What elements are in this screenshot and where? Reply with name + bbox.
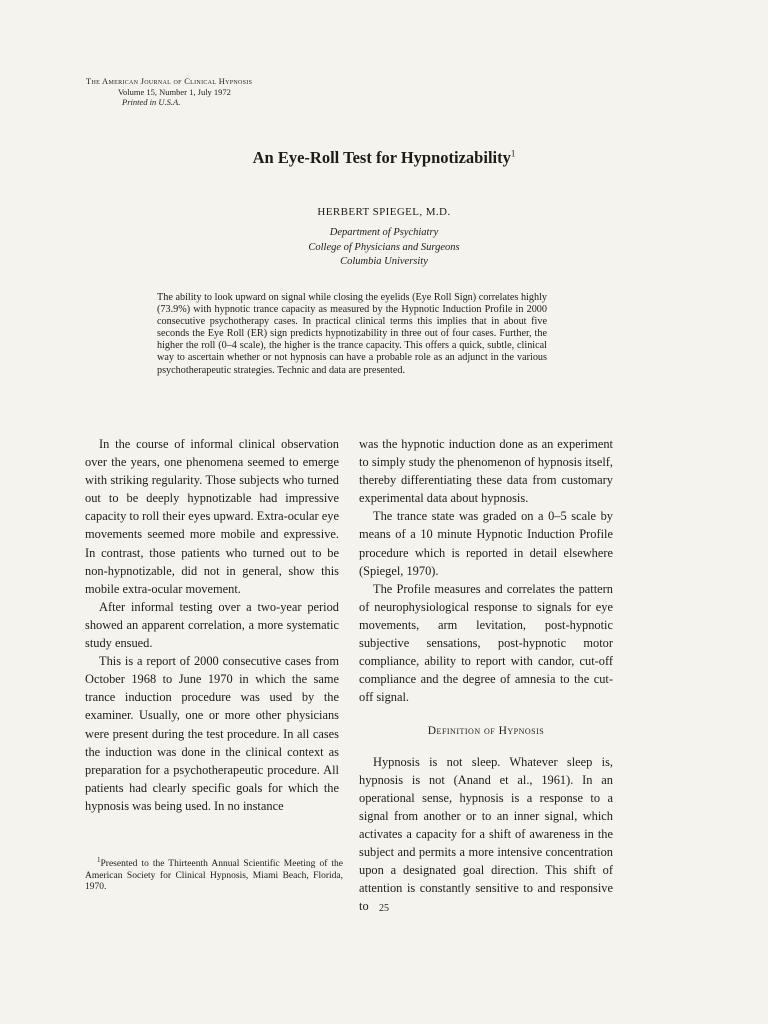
abstract: The ability to look upward on signal while closing the eyelids (Eye Roll Sign) correlates highly (73.9%) with hypnotic trance capacity as measured by the Hypnotic Induction Profile in 2000 consecutive psychotherapy cases. In practical clinical terms this implies that in about five seconds the Eye Roll (ER) sign predicts hypnotizability in three out of four cases. Further, the higher the roll (0–4 scale), the higher is the trance capacity. This offers a quick, subtle, clinical way to ascertain whether or not hypnosis can have a probable role as an adjunct in the various psychotherapeutic strategies. Technic and data are presented.: [157, 292, 547, 376]
body-paragraph: This is a report of 2000 consecutive cases from October 1968 to June 1970 in which the same trance induction procedure was used by the examiner. Usually, one or more other physicians were present during the test procedure. In all cases the induction was done in the clinical context as preparation for a psychotherapeutic procedure. All patients had clearly specific goals for which the hypnosis was being used. In no instance: [85, 654, 339, 813]
article-title-text: An Eye-Roll Test for Hypnotizability: [252, 148, 511, 167]
journal-header: [86, 76, 252, 108]
affiliation-university: Columbia University: [340, 256, 428, 267]
affiliation-department: Department of Psychiatry: [329, 227, 439, 238]
body-column-left: [85, 435, 339, 815]
body-paragraph: The trance state was graded on a 0–5 scale by means of a 10 minute Hypnotic Induction Profile procedure which is reported in detail elsewhere (Spiegel, 1970).: [359, 509, 613, 578]
affiliation-college: College of Physicians and Surgeons: [308, 241, 460, 253]
body-column-right: [359, 435, 613, 915]
journal-volume: Volume 15, Number 1, July 1972: [118, 86, 231, 97]
body-paragraph: In the course of informal clinical observation over the years, one phenomena seemed to emerge with striking regularity. Those subjects who turned out to be deeply hypnotizable had impressive capacity to roll their eyes upward. Extra-ocular eye movements seemed more mobile and expressive. In contrast, those patients who turned out to be non-hypnotizable, did not in general, show this mobile extra-ocular movement.: [85, 437, 339, 596]
journal-printed: Printed in U.S.A.: [122, 97, 181, 107]
footnote-text: Presented to the Thirteenth Annual Scientific Meeting of the American Society for Clinical Hypnosis, Miami Beach, Florida, 1970.: [85, 859, 343, 893]
article-title: [0, 148, 768, 168]
title-footnote-marker: 1: [510, 148, 516, 159]
body-paragraph: After informal testing over a two-year period showed an apparent correlation, a more systematic study ensued.: [85, 599, 339, 651]
page-number: 25: [379, 903, 389, 914]
section-heading: Definition of Hypnosis: [427, 725, 545, 738]
journal-name: The American Journal of Clinical Hypnosis: [86, 76, 253, 86]
footnote-marker: 1: [97, 856, 101, 864]
author-affiliation: [0, 226, 768, 270]
footnote: [85, 855, 343, 894]
body-paragraph: Hypnosis is not sleep. Whatever sleep is, hypnosis is not (Anand et al., 1961). In an operational sense, hypnosis is a response to a signal from another or to an inner signal, which activates a capacity for a shift of awareness in the subject and permits a more intensive concentration upon a designated goal direction. This shift of attention is constantly sensitive to and responsive to: [359, 754, 613, 914]
body-paragraph: The Profile measures and correlates the pattern of neurophysiological response to signals for eye movements, arm levitation, post-hypnotic subjective sensations, post-hypnotic motor compliance, ability to report with candor, cut-off compliance and the degree of amnesia to the cut-off signal.: [359, 581, 613, 705]
article-author: HERBERT SPIEGEL, M.D.: [317, 206, 451, 218]
body-paragraph-continued: was the hypnotic induction done as an experiment to simply study the phenomenon of hypnosis itself, thereby differentiating these data from customary experimental data about hypnosis.: [359, 437, 613, 506]
